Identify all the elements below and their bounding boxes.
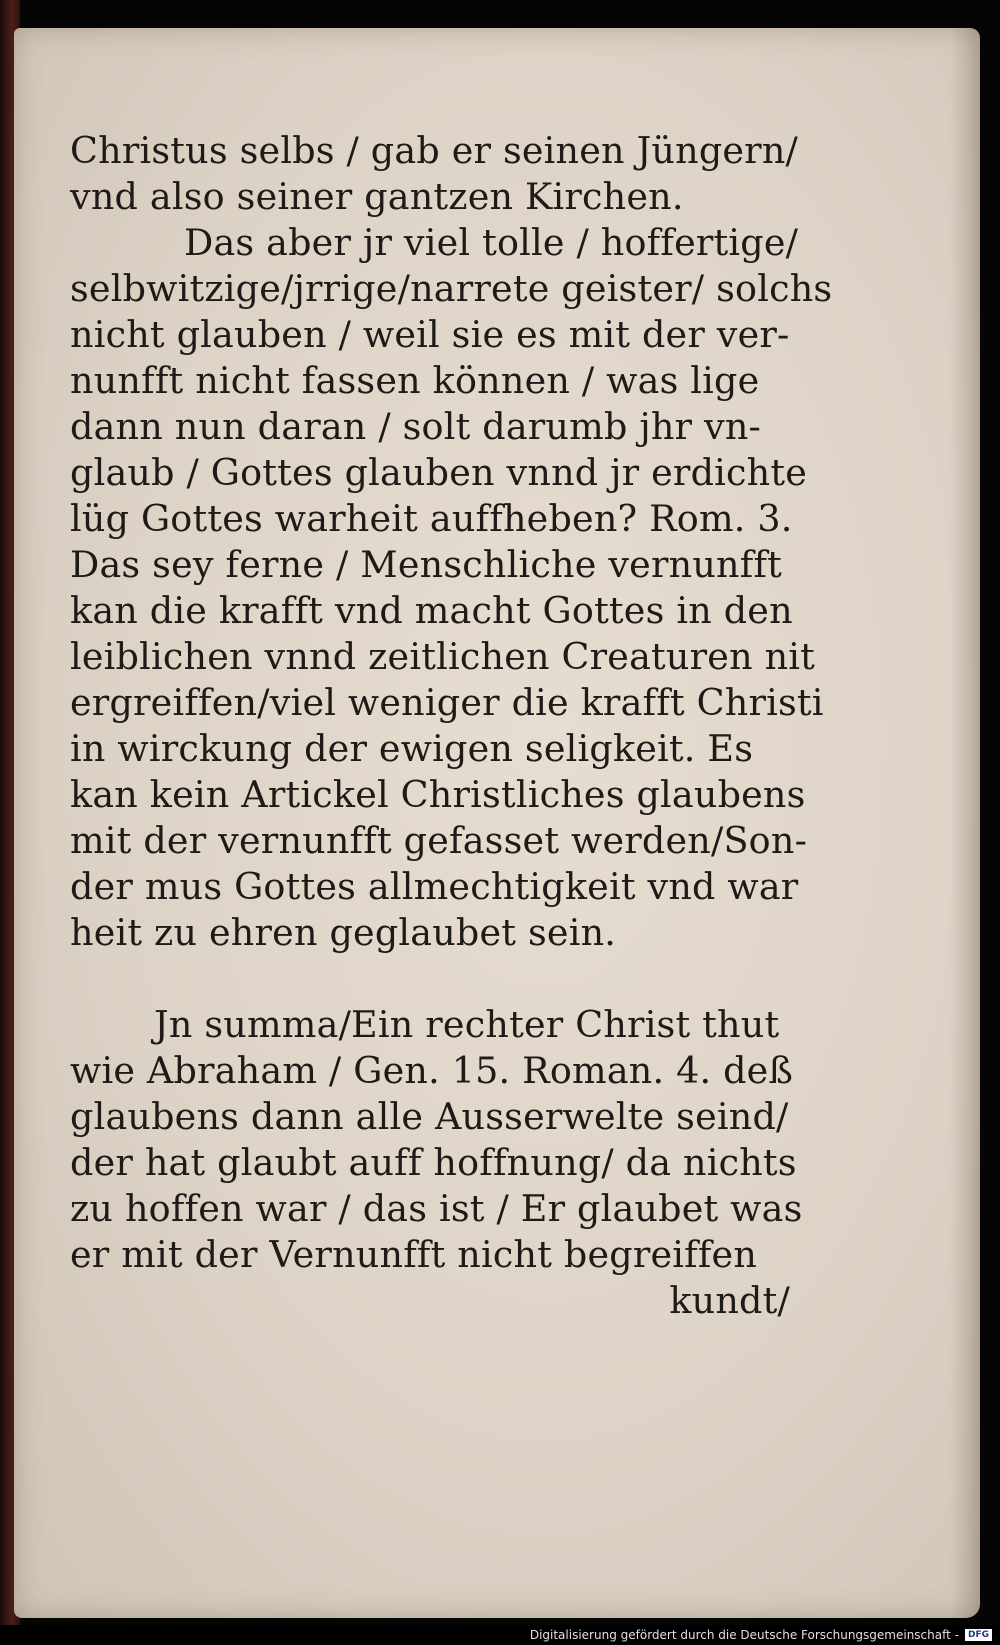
text-line: glaub / Gottes glauben vnnd jr erdichte: [70, 451, 808, 494]
text-line: nicht glauben / weil sie es mit der ver-: [70, 313, 790, 356]
paragraph-gap: [70, 956, 830, 1002]
text-line: glaubens dann alle Ausserwelte seind/: [70, 1095, 789, 1138]
text-line: lüg Gottes warheit auffheben? Rom. 3.: [70, 497, 793, 540]
text-line: der mus Gottes allmechtigkeit vnd war: [70, 865, 799, 908]
text-line: kan die krafft vnd macht Gottes in den: [70, 589, 793, 632]
text-line: zu hoffen war / das ist / Er glaubet was: [70, 1187, 803, 1230]
text-line: heit zu ehren geglaubet sein.: [70, 911, 617, 954]
text-line: ergreiffen/viel weniger die krafft Christi: [70, 681, 824, 724]
text-line: in wirckung der ewigen seligkeit. Es: [70, 727, 754, 770]
text-line: kan kein Artickel Christliches glaubens: [70, 773, 806, 816]
dfg-logo: DFG: [965, 1629, 992, 1641]
text-line: dann nun daran / solt darumb jhr vn-: [70, 405, 762, 448]
text-line: leiblichen vnnd zeitlichen Creaturen nit: [70, 635, 816, 678]
footer-bar: [0, 1625, 1000, 1645]
book-page: [14, 28, 980, 1618]
text-line: Jn summa/Ein rechter Christ thut: [154, 1003, 780, 1046]
text-line: Das aber jr viel tolle / hoffertige/: [184, 221, 799, 264]
catchword: kundt/: [669, 1279, 790, 1322]
text-line: Das sey ferne / Menschliche vernunfft: [70, 543, 783, 586]
text-line: selbwitzige/jrrige/narrete geister/ solchs: [70, 267, 833, 310]
text-line: mit der vernunfft gefasset werden/Son-: [70, 819, 808, 862]
page-shadow: [950, 28, 980, 1618]
funding-credit: Digitalisierung gefördert durch die Deutsche Forschungsgemeinschaft -: [529, 1628, 959, 1642]
text-line: er mit der Vernunfft nicht begreiffen: [70, 1233, 758, 1276]
text-line: Christus selbs / gab er seinen Jüngern/: [70, 129, 799, 172]
text-line: der hat glaubt auff hoffnung/ da nichts: [70, 1141, 797, 1184]
page-text: [70, 128, 833, 1324]
text-line: wie Abraham / Gen. 15. Roman. 4. deß: [70, 1049, 794, 1092]
text-line: vnd also seiner gantzen Kirchen.: [70, 175, 684, 218]
text-line: nunfft nicht fassen können / was lige: [70, 359, 760, 402]
